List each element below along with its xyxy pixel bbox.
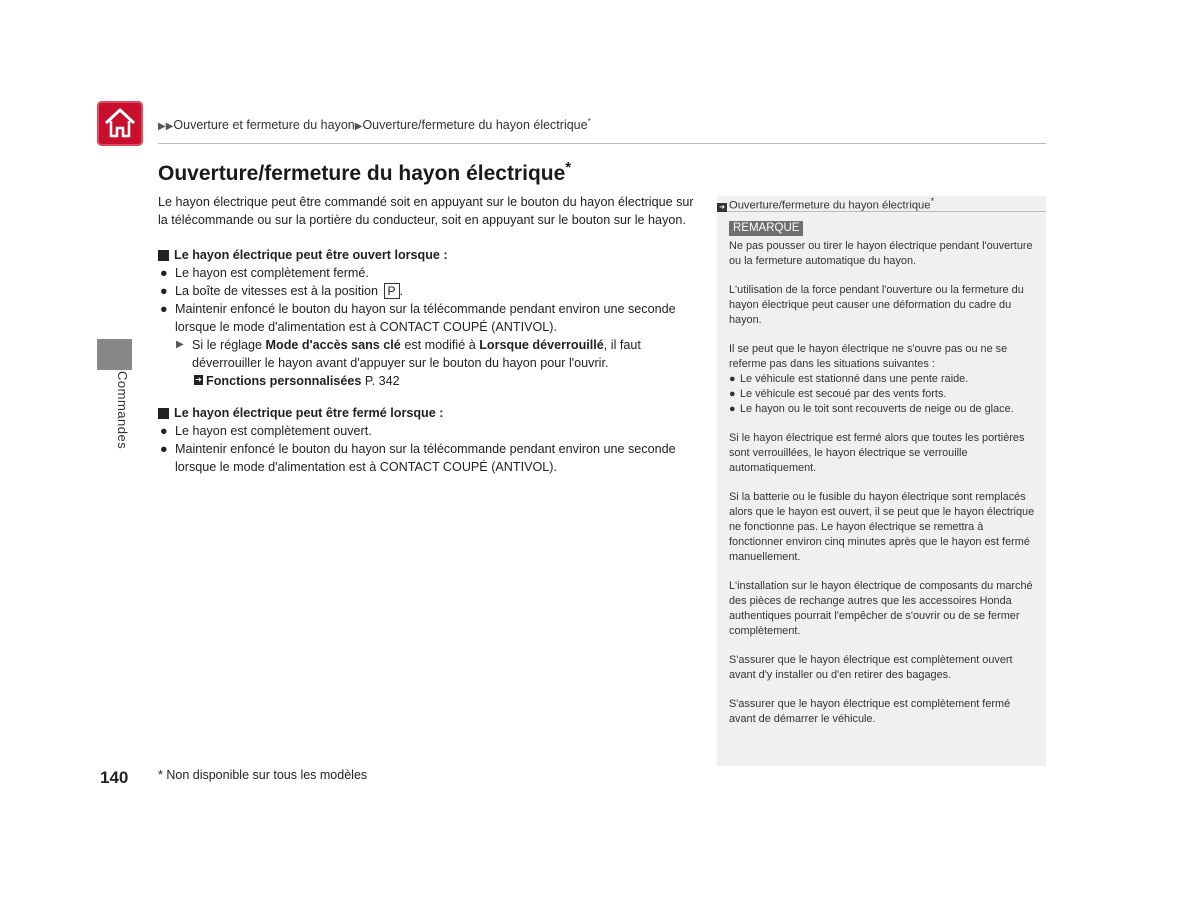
home-icon — [102, 105, 138, 141]
section-heading-open-text: Le hayon électrique peut être ouvert lorsque : — [174, 248, 448, 262]
breadcrumb-arrow-icon: ▶▶ — [158, 121, 174, 133]
sidebar-list-item-text: Le hayon ou le toit sont recouverts de neige ou de glace. — [740, 403, 1014, 415]
list-item — [158, 300, 698, 336]
setting-name-keyless: Mode d'accès sans clé — [265, 338, 401, 352]
title-asterisk: * — [565, 159, 572, 176]
bullet-icon: ● — [729, 388, 736, 400]
intro-paragraph: Le hayon électrique peut être commandé soit en appuyant sur le bouton du hayon électrique sur la télécommande ou sur la portière du conducteur, soit en appuyant sur le bouton sur le hayon. — [158, 195, 694, 227]
setting-value-unlocked: Lorsque déverrouillé — [479, 338, 604, 352]
main-content — [158, 193, 698, 476]
bullet-icon: ● — [729, 373, 736, 385]
page-number: 140 — [100, 768, 129, 787]
chapter-tab[interactable] — [97, 339, 132, 370]
list-item-suffix: . — [399, 284, 404, 298]
bullet-icon: ● — [160, 424, 168, 438]
list-item-text: Le hayon est complètement fermé. — [175, 266, 369, 280]
sidebar-list-item — [729, 372, 1039, 387]
note-text-e: , il faut déverrouiller le hayon avant d'appuyer sur le bouton du hayon pour l'ouvrir. — [192, 338, 641, 370]
sidebar-paragraph: S'assurer que le hayon électrique est complètement ouvert avant d'y installer ou d'en retirer des bagages. — [729, 654, 1013, 681]
cross-reference[interactable] — [158, 372, 698, 390]
sidebar-list-item — [729, 402, 1039, 417]
gear-position-box: P — [384, 283, 400, 299]
bullet-icon: ● — [160, 302, 168, 316]
section-heading-close-text: Le hayon électrique peut être fermé lorsque : — [174, 406, 444, 420]
section-heading-open — [158, 246, 698, 264]
sidebar-body — [729, 239, 1039, 741]
sidebar-paragraph: L'utilisation de la force pendant l'ouverture ou la fermeture du hayon électrique peut causer une déformation du cadre du hayon. — [729, 284, 1024, 326]
list-item-text: Le hayon est complètement ouvert. — [175, 424, 372, 438]
list-item-text: La boîte de vitesses est à la position — [175, 284, 379, 298]
breadcrumb-arrow-icon: ▶ — [354, 121, 363, 133]
sidebar-notes — [717, 196, 1046, 766]
sidebar-header-text: Ouverture/fermeture du hayon électrique — [729, 199, 931, 212]
square-bullet-icon — [158, 250, 169, 261]
sidebar-list — [729, 372, 1039, 417]
sidebar-list-item — [729, 387, 1039, 402]
list-item-text: Maintenir enfoncé le bouton du hayon sur la télécommande pendant environ une seconde lorsque le mode d'alimentation est à CONTACT COUPÉ (ANTIVOL). — [175, 442, 676, 474]
section-heading-close — [158, 404, 698, 422]
sidebar-reference-icon: ➜ — [717, 203, 727, 212]
header-divider — [158, 143, 1046, 144]
home-button[interactable] — [97, 101, 143, 146]
list-item — [158, 282, 698, 300]
sidebar-paragraph: Ne pas pousser ou tirer le hayon électrique pendant l'ouverture ou la fermeture automatique du hayon. — [729, 240, 1033, 267]
sidebar-list-item-text: Le véhicule est stationné dans une pente raide. — [740, 373, 969, 385]
open-conditions-list — [158, 264, 698, 336]
breadcrumb-link-parent[interactable]: Ouverture et fermeture du hayon — [173, 118, 355, 133]
list-item-text: Maintenir enfoncé le bouton du hayon sur la télécommande pendant environ une seconde lorsque le mode d'alimentation est à CONTACT COUPÉ (ANTIVOL). — [175, 302, 676, 334]
close-conditions-list — [158, 422, 698, 476]
list-item — [158, 422, 698, 440]
square-bullet-icon — [158, 408, 169, 419]
note-text-a: Si le réglage — [192, 338, 263, 352]
breadcrumb-asterisk: * — [587, 117, 591, 126]
bullet-icon: ● — [160, 284, 168, 298]
sidebar-paragraph: Si le hayon électrique est fermé alors que toutes les portières sont verrouillées, le hayon électrique se verrouille automatiquement. — [729, 432, 1025, 474]
breadcrumb-current: Ouverture/fermeture du hayon électrique — [362, 118, 588, 133]
page-title-text: Ouverture/fermeture du hayon électrique — [158, 162, 566, 185]
sidebar-paragraph: Il se peut que le hayon électrique ne s'ouvre pas ou ne se referme pas dans les situations suivantes : — [729, 343, 1008, 370]
breadcrumb — [158, 117, 591, 132]
reference-icon: ➜ — [195, 375, 202, 384]
reference-label[interactable]: Fonctions personnalisées — [206, 374, 362, 388]
sidebar-header-asterisk: * — [930, 196, 935, 206]
bullet-icon: ● — [160, 442, 168, 456]
sidebar-paragraph: L'installation sur le hayon électrique de composants du marché des pièces de rechange autres que les accessoires Honda authentiques pourrait l'empêcher de s'ouvrir ou de se fermer complètement. — [729, 580, 1033, 637]
bullet-icon: ● — [160, 266, 168, 280]
note-text-c: est modifié à — [404, 338, 476, 352]
sidebar-paragraph: S'assurer que le hayon électrique est complètement fermé avant de démarrer le véhicule. — [729, 698, 1011, 725]
bullet-icon: ● — [729, 403, 736, 415]
sidebar-header — [717, 196, 1046, 212]
sidebar-paragraph: Si la batterie ou le fusible du hayon électrique sont remplacés alors que le hayon est ouvert, il se peut que le hayon électrique ne fonctionne pas. Le hayon électrique se remettra à fonctionner environ cinq minutes après que le hayon est fermé manuellement. — [729, 491, 1035, 563]
note-arrow-icon: ▶ — [176, 339, 184, 350]
list-item — [158, 440, 698, 476]
sidebar-list-item-text: Le véhicule est secoué par des vents forts. — [740, 388, 947, 400]
list-item — [158, 264, 698, 282]
keyless-access-note — [158, 336, 698, 372]
page-title — [158, 159, 571, 186]
remarque-badge: REMARQUE — [729, 221, 803, 236]
footnote: * Non disponible sur tous les modèles — [158, 768, 368, 782]
reference-page[interactable]: P. 342 — [364, 374, 400, 388]
chapter-label: Commandes — [115, 371, 130, 450]
